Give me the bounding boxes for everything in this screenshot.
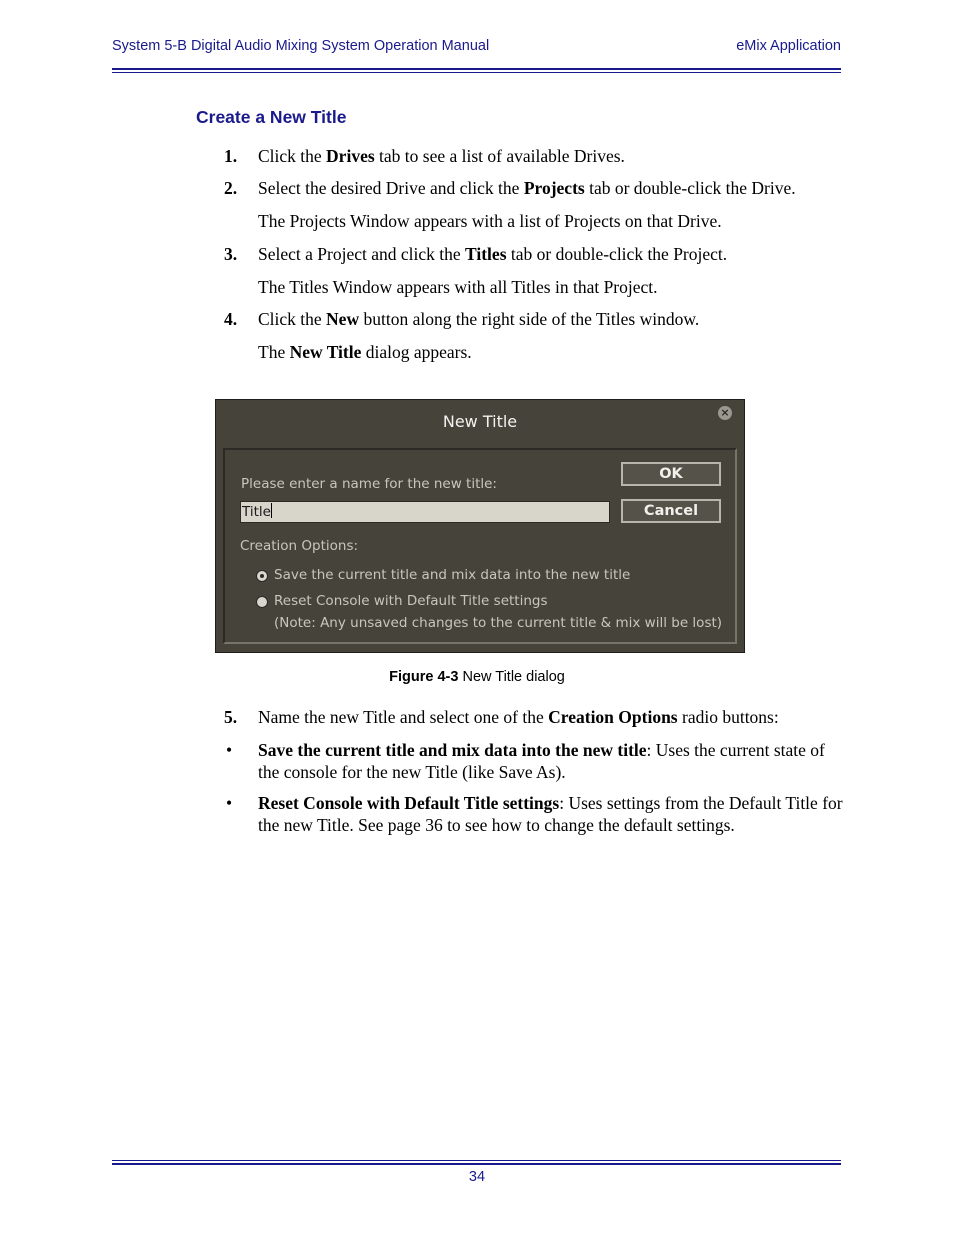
bullet-text: Reset Console with Default Title settings: Uses settings from the Default Title for the new Title. See page 36 to see how to change the default settings. [258, 793, 843, 835]
radio-save-current[interactable] [256, 570, 268, 582]
step-note: The New Title dialog appears. [258, 342, 472, 362]
step-note: The Titles Window appears with all Titles in that Project. [258, 277, 658, 297]
option-reset-console-label: Reset Console with Default Title settings [274, 593, 548, 609]
cancel-button[interactable]: Cancel [621, 499, 721, 523]
new-title-dialog [215, 399, 745, 653]
step-text: Click the Drives tab to see a list of available Drives. [258, 146, 625, 166]
header-right: eMix Application [736, 38, 841, 54]
step-note: The Projects Window appears with a list of Projects on that Drive. [258, 211, 722, 231]
creation-options-label: Creation Options: [240, 538, 359, 554]
option-save-current-label: Save the current title and mix data into the new title [274, 567, 631, 583]
title-name-input[interactable]: Title [240, 501, 610, 523]
step-number: 3. [224, 244, 238, 264]
step-number: 4. [224, 309, 238, 329]
step-text: Click the New button along the right side of the Titles window. [258, 309, 700, 329]
bullet-glyph: • [226, 793, 233, 813]
ok-button[interactable]: OK [621, 462, 721, 486]
option-reset-note: (Note: Any unsaved changes to the current title & mix will be lost) [274, 615, 723, 631]
section-title: Create a New Title [196, 107, 347, 127]
page-number: 34 [468, 1169, 486, 1185]
step-text: Select a Project and click the Titles tab or double-click the Project. [258, 244, 728, 264]
name-prompt: Please enter a name for the new title: [241, 476, 497, 492]
bullet-glyph: • [226, 740, 233, 760]
header-rule [112, 68, 841, 70]
dialog-title: New Title [442, 412, 518, 431]
figure-caption: Figure 4-3 New Title dialog [389, 669, 565, 685]
footer-rule-thin [112, 1160, 841, 1161]
header-rule-thin [112, 72, 841, 73]
radio-reset-console[interactable] [256, 596, 268, 608]
footer-rule [112, 1163, 841, 1165]
step-text: Select the desired Drive and click the Projects tab or double-click the Drive. [258, 178, 796, 198]
step-number: 5. [224, 707, 238, 727]
step-number: 1. [224, 146, 238, 166]
step-text: Name the new Title and select one of the Creation Options radio buttons: [258, 707, 779, 727]
bullet-text: Save the current title and mix data into the new title: Uses the current state of the console for the new Title (like Save As). [258, 740, 825, 782]
text-caret [271, 503, 272, 518]
step-number: 2. [224, 178, 238, 198]
header-left: System 5-B Digital Audio Mixing System Operation Manual [112, 38, 490, 54]
close-icon[interactable]: × [718, 406, 732, 420]
